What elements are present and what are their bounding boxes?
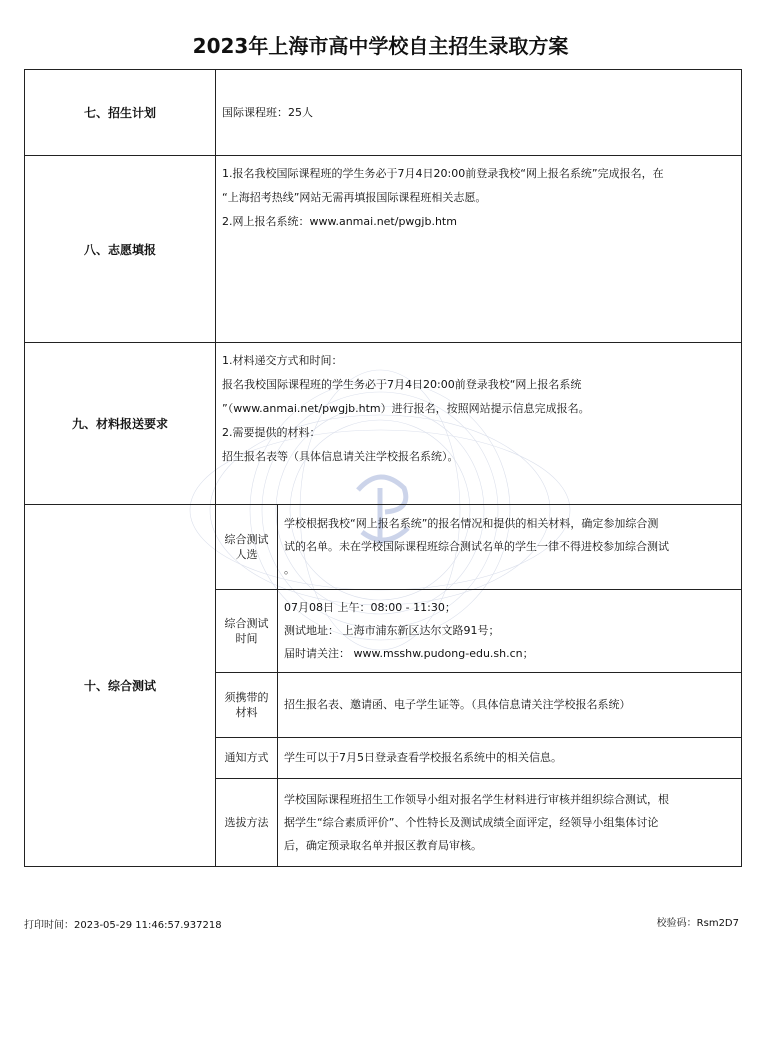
text-line: ”（www.anmai.net/pwgjb.htm）进行报名，按照网站提示信息完成报名。 [222,402,590,415]
label-line: 须携带的 [224,690,269,704]
text-line: 07月08日 上午：08:00 - 11:30； [284,601,456,614]
text-line: 2.需要提供的材料： [222,426,321,439]
text-line: 1.报名我校国际课程班的学生务必于7月4日20:00前登录我校“网上报名系统”完成报名，在 [222,167,664,180]
text-line: 招生报名表等（具体信息请关注学校报名系统）。 [222,450,459,463]
print-time: 打印时间：2023-05-29 11:46:57.937218 [24,920,222,931]
row-text [278,778,742,866]
section-row-9 [25,343,742,505]
row-label [216,778,278,866]
test-row-time [216,589,741,672]
test-row-selection [216,778,741,866]
document-title: 2023年上海市高中学校自主招生录取方案 [192,34,569,58]
text-line: 招生报名表、邀请函、电子学生证等。（具体信息请关注学校报名系统） [284,698,631,711]
section-content-7 [216,70,742,156]
label-line: 人选 [235,547,258,561]
label-line: 综合测试 [224,616,269,630]
text-line: “上海招考热线”网站无需再填报国际课程班相关志愿。 [222,191,487,204]
section-heading-8: 八、志愿填报 [25,156,216,343]
text-line: 据学生“综合素质评价”、个性特长及测试成绩全面评定，经领导小组集体讨论 [284,815,659,829]
section-row-10 [25,505,742,867]
text-line: 学生可以于7月5日登录查看学校报名系统中的相关信息。 [284,751,562,764]
text-line: 学校根据我校“网上报名系统”的报名情况和提供的相关材料，确定参加综合测 [284,517,659,531]
label-line: 综合测试 [224,532,269,546]
text-line: 试的名单。未在学校国际课程班综合测试名单的学生一律不得进校参加综合测试 [284,540,669,554]
text-line: 1.材料递交方式和时间： [222,354,343,367]
text-line: 后，确定预录取名单并报区教育局审核。 [284,838,482,852]
test-row-notice [216,737,741,778]
section-content-9 [216,343,742,505]
text-line: 报名我校国际课程班的学生务必于7月4日20:00前登录我校“网上报名系统 [222,378,582,391]
row-label [216,589,278,672]
check-code: 校验码：Rsm2D7 [656,918,739,929]
text-line: 2.网上报名系统：www.anmai.net/pwgjb.htm [222,215,457,228]
section-content-10 [216,505,742,867]
row-text [278,505,742,589]
section-row-8 [25,156,742,343]
text-line: 届时请关注： www.msshw.pudong-edu.sh.cn； [284,647,534,660]
test-details-table [216,505,741,866]
section-content-8 [216,156,742,343]
label-line: 材料 [235,705,258,719]
section-heading-9: 九、材料报送要求 [25,343,216,505]
label-line: 通知方式 [224,751,269,764]
text-line: 。 [284,563,295,577]
enrollment-quota: 国际课程班：25人 [222,105,313,119]
admission-plan-table [24,69,742,867]
row-label [216,505,278,589]
text-line: 学校国际课程班招生工作领导小组对报名学生材料进行审核并组织综合测试，根 [284,792,669,806]
section-heading-10: 十、综合测试 [25,505,216,867]
text-line: 测试地址： 上海市浦东新区达尔文路91号； [284,624,500,637]
section-heading-7: 七、招生计划 [25,70,216,156]
row-text [278,589,742,672]
label-line: 选拔方法 [224,815,269,829]
row-label [216,672,278,737]
test-row-candidates [216,505,741,589]
row-text [278,672,742,737]
section-row-7 [25,70,742,156]
row-label [216,737,278,778]
row-text [278,737,742,778]
label-line: 时间 [235,631,258,645]
test-row-materials [216,672,741,737]
